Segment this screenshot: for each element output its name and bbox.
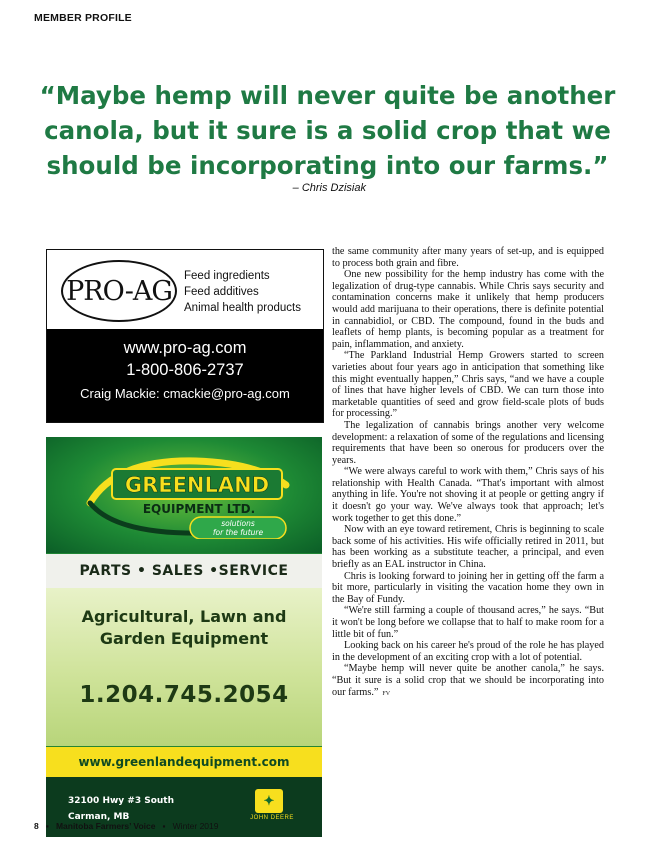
proag-product-list <box>184 268 301 316</box>
article-paragraph: Chris is looking forward to joining her in getting off the farm a bit more, particularly in visiting the vacation home they own in the Bay of Fundy. <box>332 570 604 605</box>
article-paragraph: the same community after many years of set-up, and is equipped to process both grain and fibre. <box>332 246 604 269</box>
article-paragraph: Now with an eye toward retirement, Chris is beginning to scale back some of his activities. His wife officially retired in 2011, but has been working as a substitute teacher, a principal, and even briefly as an EAL instructor in China. <box>332 524 604 571</box>
greenland-services: PARTS • SALES •SERVICE <box>79 563 289 579</box>
article-paragraph: “The Parkland Industrial Hemp Growers started to screen varieties about four years ago in anticipation that something like this might eventually happen,” Chris says, “and we have a couple of lines that have higher levels of CBD. We can turn those into marketable quantities of seed and grow field-scale plots of buds for processing.” <box>332 350 604 420</box>
end-mark: FV <box>382 690 391 697</box>
pull-quote-attribution: – Chris Dzisiak <box>292 182 366 194</box>
article-paragraph: “We were always careful to work with them,” Chris says of his relationship with Health Canada. “That's important with almost anything in life. You're not shoving it at people or getting angry if it doesn't go your way. We've always took that approach; let's work together to get this done.” <box>332 466 604 524</box>
greenland-main-panel <box>46 588 322 746</box>
greenland-services-band <box>46 554 322 588</box>
section-label: MEMBER PROFILE <box>34 12 132 24</box>
article-paragraph: Looking back on his career he's proud of the role he has played in the development of an exciting crop with a lot of potential. <box>332 640 604 663</box>
proag-logo-text: PRO-AG <box>66 275 172 307</box>
greenland-tagline-line: Agricultural, Lawn and <box>81 607 287 626</box>
publication-name: Manitoba Farmers’ Voice <box>55 821 156 831</box>
greenland-address-line: Carman, MB <box>68 812 130 822</box>
article-paragraph: One new possibility for the hemp industry has come with the legalization of drug-type cannabis. While Chris says security and contamination concerns make it unlikely that hemp producers would add marijuana to their operations, there is definite potential in cannabidiol, or CBD. The compound, found in the buds and leaflets of hemp plants, is becoming popular as a treatment for pain, inflammation, and anxiety. <box>332 269 604 350</box>
page-number: 8 <box>34 821 39 831</box>
proag-phone: 1-800-806-2737 <box>126 361 244 379</box>
john-deere-brand: JOHN DEERE <box>250 815 294 821</box>
greenland-phone: 1.204.745.2054 <box>79 682 289 708</box>
proag-contact: Craig Mackie: cmackie@pro-ag.com <box>80 386 290 401</box>
greenland-advertisement <box>46 437 322 837</box>
greenland-logo-area <box>46 437 322 553</box>
article-paragraph-text: “Maybe hemp will never quite be another canola,” he says. “But it sure is a solid crop that we should be incorporating into our farms.” <box>332 663 604 698</box>
greenland-website: www.greenlandequipment.com <box>78 755 290 769</box>
footer-separator: ▪ <box>45 821 49 831</box>
proag-advertisement <box>46 249 324 423</box>
greenland-website-band <box>46 747 322 777</box>
greenland-logo-sub: EQUIPMENT LTD. <box>142 502 256 516</box>
article-paragraph: The legalization of cannabis brings another very welcome development: a relaxation of some of the regulations and licensing requirements that have been so onerous for producers over the years. <box>332 419 604 466</box>
proag-website: www.pro-ag.com <box>123 339 247 357</box>
article-body <box>332 246 604 700</box>
issue-date: Winter 2019 <box>172 821 219 831</box>
deer-logo-icon: ✦ <box>255 789 283 813</box>
greenland-logo-slogan-1: solutions <box>221 519 255 528</box>
greenland-tagline <box>46 606 322 650</box>
article-paragraph: “We're still farming a couple of thousand acres,” he says. “But it won't be long before we collapse that to half to make room for a little bit of fun.” <box>332 605 604 640</box>
page-footer <box>34 821 219 831</box>
greenland-logo <box>86 455 292 539</box>
proag-logo <box>61 260 177 322</box>
greenland-address-line: 32100 Hwy #3 South <box>68 796 175 806</box>
article-paragraph <box>332 663 604 700</box>
proag-item: Animal health products <box>184 302 301 314</box>
greenland-tagline-line: Garden Equipment <box>99 629 269 648</box>
greenland-logo-name: GREENLAND <box>124 473 270 497</box>
proag-item: Feed additives <box>184 286 259 298</box>
pull-quote: “Maybe hemp will never quite be another canola, but it sure is a solid crop that we should be incorporating into our farms.” <box>39 81 616 180</box>
proag-item: Feed ingredients <box>184 270 270 282</box>
footer-separator: ▪ <box>162 821 166 831</box>
greenland-logo-slogan-2: for the future <box>212 528 264 537</box>
